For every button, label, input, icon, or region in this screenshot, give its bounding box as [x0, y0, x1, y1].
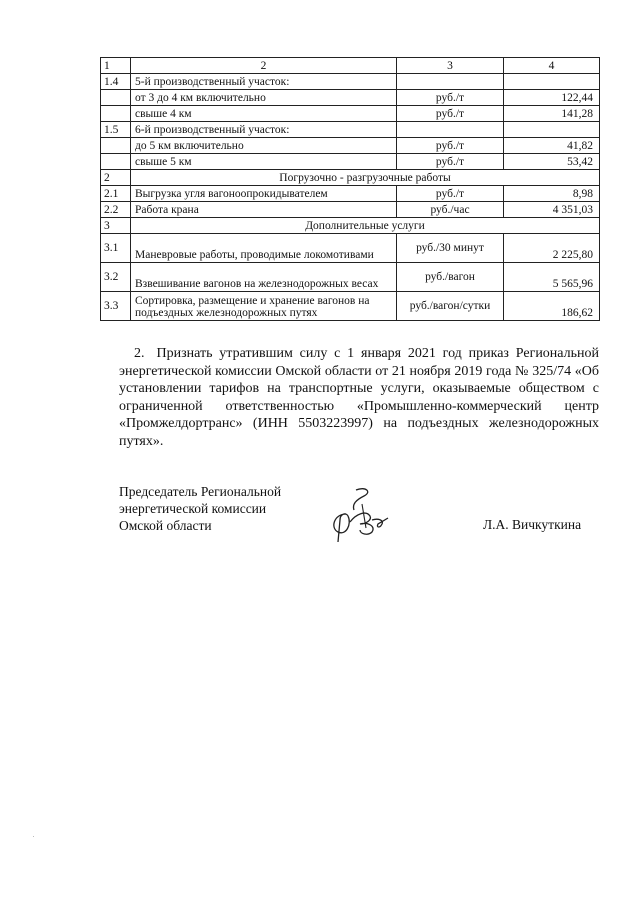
tariff-table — [100, 57, 600, 321]
clause-paragraph — [119, 345, 599, 450]
unit-cell — [397, 74, 504, 90]
table-header-row — [101, 58, 600, 74]
row-number-cell: 2.2 — [101, 202, 131, 218]
table-row — [101, 90, 600, 106]
row-number-cell: 2.1 — [101, 186, 131, 202]
row-number-cell: 2 — [101, 170, 131, 186]
unit-cell: руб./30 минут — [397, 234, 504, 263]
service-name-cell: свыше 4 км — [131, 106, 397, 122]
service-name-cell: Маневровые работы, проводимые локомотивами — [131, 234, 397, 263]
section-title-cell: Погрузочно - разгрузочные работы — [131, 170, 600, 186]
row-number-cell — [101, 106, 131, 122]
row-number-cell: 1.5 — [101, 122, 131, 138]
tariff-value-cell: 53,42 — [504, 154, 600, 170]
service-name-cell: до 5 км включительно — [131, 138, 397, 154]
table-row — [101, 154, 600, 170]
table-row — [101, 263, 600, 292]
header-cell: 2 — [131, 58, 397, 74]
tariff-value-cell: 122,44 — [504, 90, 600, 106]
tariff-value-cell: 141,28 — [504, 106, 600, 122]
tariff-value-cell: 4 351,03 — [504, 202, 600, 218]
tariff-value-cell: 41,82 — [504, 138, 600, 154]
signatory-title — [119, 483, 359, 534]
row-number-cell: 3.2 — [101, 263, 131, 292]
signatory-name: Л.А. Вичкуткина — [483, 517, 582, 532]
row-number-cell — [101, 90, 131, 106]
header-cell: 3 — [397, 58, 504, 74]
row-number-cell: 3 — [101, 218, 131, 234]
table-row — [101, 202, 600, 218]
unit-cell: руб./т — [397, 154, 504, 170]
table-row — [101, 292, 600, 321]
service-name-cell: Работа крана — [131, 202, 397, 218]
row-number-cell: 3.3 — [101, 292, 131, 321]
table-row — [101, 170, 600, 186]
tariff-value-cell: 186,62 — [504, 292, 600, 321]
signatory-title-line: Омской области — [119, 518, 212, 533]
row-number-cell: 3.1 — [101, 234, 131, 263]
table-row — [101, 106, 600, 122]
table-row — [101, 122, 600, 138]
unit-cell: руб./т — [397, 138, 504, 154]
service-name-cell: 6-й производственный участок: — [131, 122, 397, 138]
unit-cell: руб./т — [397, 106, 504, 122]
signatory-title-line: энергетической комиссии — [119, 501, 267, 516]
signatory-title-line: Председатель Региональной — [119, 484, 282, 499]
unit-cell: руб./час — [397, 202, 504, 218]
table-row — [101, 234, 600, 263]
service-name-cell: свыше 5 км — [131, 154, 397, 170]
unit-cell: руб./вагон — [397, 263, 504, 292]
section-title-cell: Дополнительные услуги — [131, 218, 600, 234]
service-name-cell: Выгрузка угля вагоноопрокидывателем — [131, 186, 397, 202]
tariff-value-cell: 2 225,80 — [504, 234, 600, 263]
service-name-cell: Взвешивание вагонов на железнодорожных весах — [131, 263, 397, 292]
row-number-cell — [101, 138, 131, 154]
clause-number: 2. — [134, 346, 145, 361]
header-cell: 1 — [101, 58, 131, 74]
unit-cell: руб./т — [397, 90, 504, 106]
header-cell: 4 — [504, 58, 600, 74]
row-number-cell: 1.4 — [101, 74, 131, 90]
service-name-cell: от 3 до 4 км включительно — [131, 90, 397, 106]
tariff-value-cell — [504, 74, 600, 90]
handwritten-signature — [326, 484, 392, 544]
unit-cell — [397, 122, 504, 138]
table-row — [101, 74, 600, 90]
service-name-cell: 5-й производственный участок: — [131, 74, 397, 90]
unit-cell: руб./вагон/сутки — [397, 292, 504, 321]
clause-text: Признать утратившим силу с 1 января 2021 год приказ Региональной энергетической комиссии Омской области от 21 ноября 2019 года № 325/74 «Об установлении тарифов на транспортные услуги, оказываемые обществом с ограниченной ответственностью «Промышленно-коммерческий центр «Промжелдортранс» (ИНН 5503223997) на подъездных железнодорожных путях». — [119, 346, 599, 449]
tariff-value-cell — [504, 122, 600, 138]
service-name-cell: Сортировка, размещение и хранение вагонов на подъездных железнодорожных путях — [131, 292, 397, 321]
table-row — [101, 138, 600, 154]
scan-speck — [33, 836, 34, 837]
tariff-value-cell: 5 565,96 — [504, 263, 600, 292]
unit-cell: руб./т — [397, 186, 504, 202]
tariff-value-cell: 8,98 — [504, 186, 600, 202]
table-row — [101, 186, 600, 202]
table-row — [101, 218, 600, 234]
tariff-table-body — [101, 58, 600, 321]
row-number-cell — [101, 154, 131, 170]
